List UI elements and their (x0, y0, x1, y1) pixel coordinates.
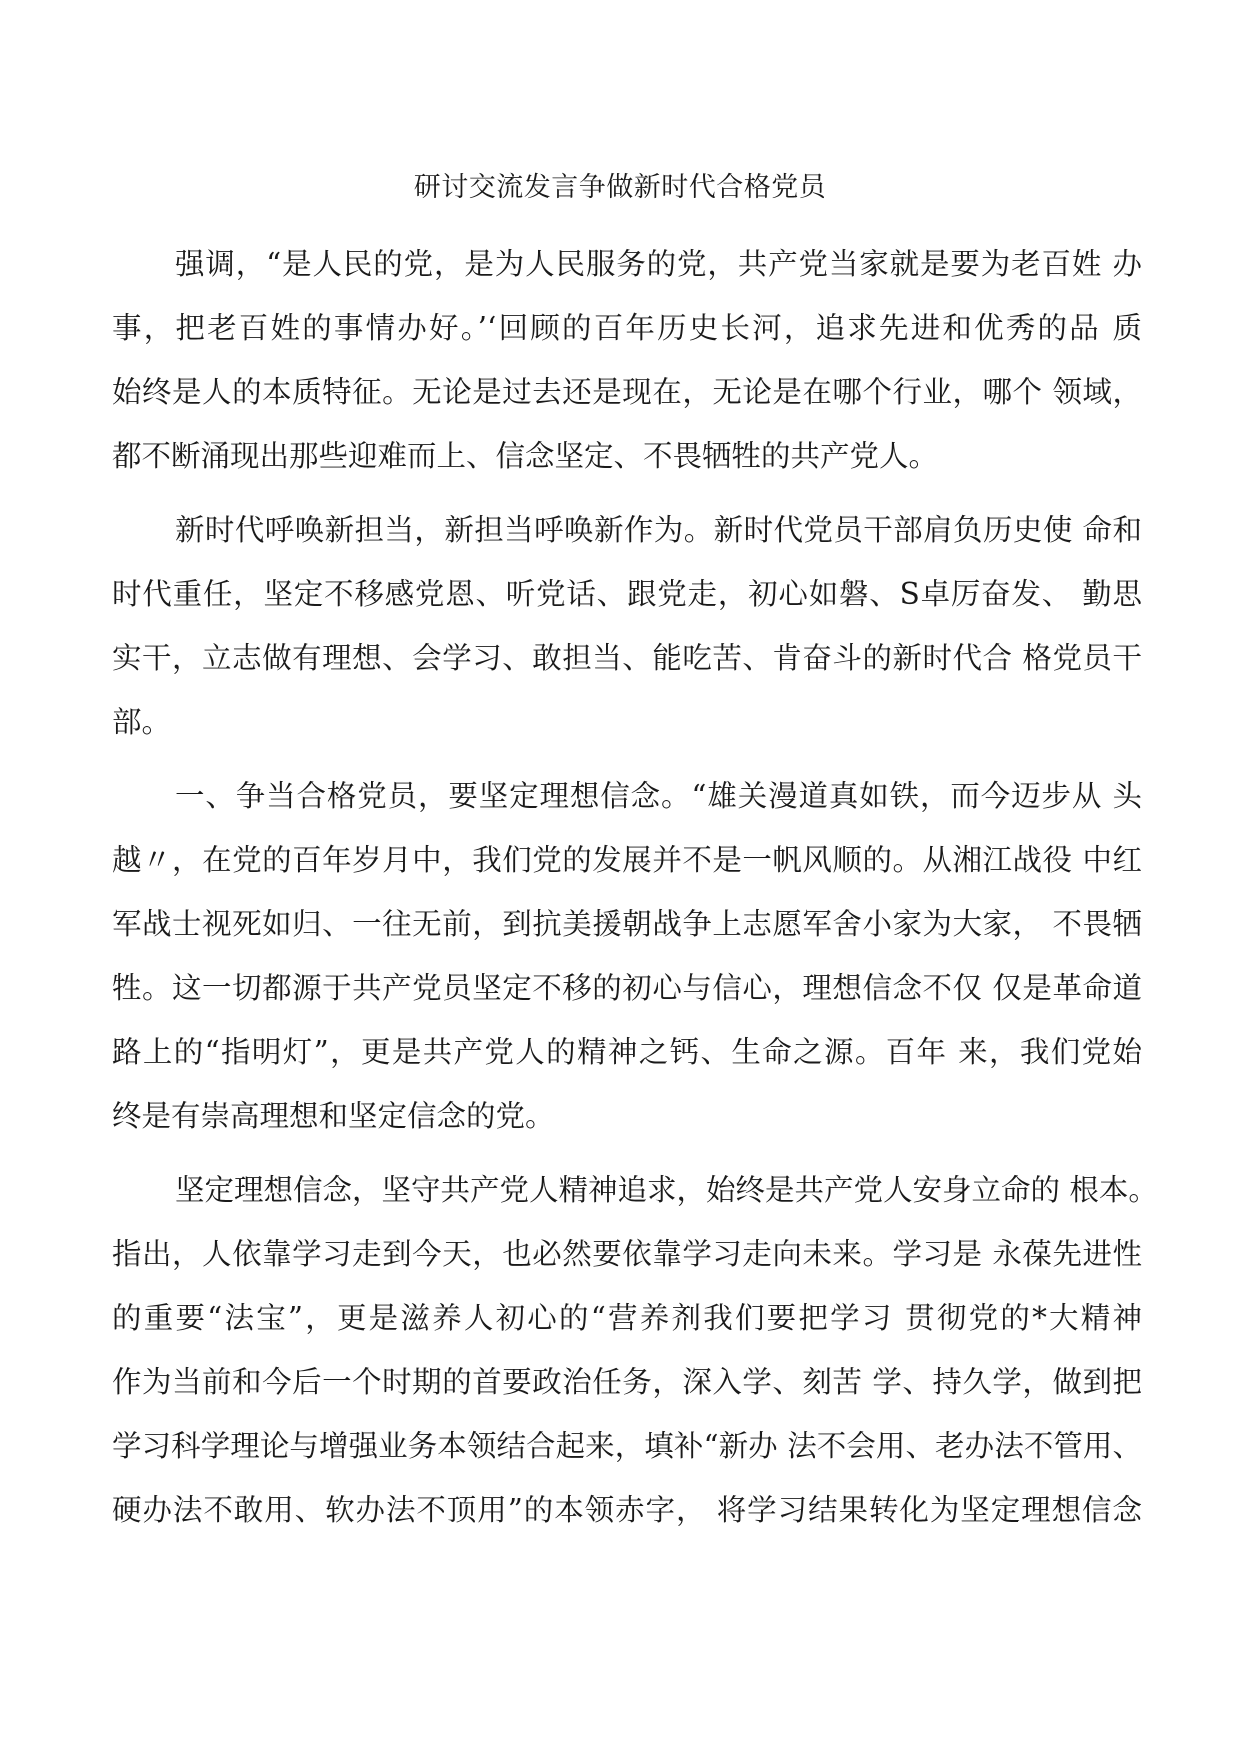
paragraph-line: 硬办法不敢用、软办法不顶用”的本领赤字， 将学习结果转化为坚定理想信念 (112, 1493, 1142, 1527)
paragraph-line: 军战士视死如归、一往无前，到抗美援朝战争上志愿军舍小家为大家， 不畏牺 (112, 907, 1142, 941)
paragraph-2 (112, 498, 1142, 754)
paragraph-line: 越〃，在党的百年岁月中，我们党的发展并不是一帆风顺的。从湘江战役 中红 (112, 843, 1142, 877)
paragraph-line: 指出，人依靠学习走到今天，也必然要依靠学习走向未来。学习是 永葆先进性 (112, 1237, 1142, 1271)
document-title: 研讨交流发言争做新时代合格党员 (413, 172, 827, 203)
paragraph-line: 部。 (112, 705, 172, 739)
paragraph-line: 作为当前和今后一个时期的首要政治任务，深入学、刻苦 学、持久学，做到把 (112, 1365, 1142, 1399)
paragraph-line: 都不断涌现出那些迎难而上、信念坚定、不畏牺牲的共产党人。 (112, 439, 939, 473)
paragraph-line: 坚定理想信念，坚守共产党人精神追求，始终是共产党人安身立命的 根本。 (175, 1173, 1158, 1207)
paragraph-line: 路上的“指明灯”，更是共产党人的精神之钙、生命之源。百年 来，我们党始 (112, 1035, 1142, 1069)
paragraph-line: 牲。这一切都源于共产党员坚定不移的初心与信心，理想信念不仅 仅是革命道 (112, 971, 1142, 1005)
paragraph-line: 强调，“是人民的党，是为人民服务的党，共产党当家就是要为老百姓 办 (175, 247, 1142, 281)
paragraph-line: 终是有崇高理想和坚定信念的党。 (112, 1099, 555, 1133)
paragraph-line: 一、争当合格党员，要坚定理想信念。“雄关漫道真如铁，而今迈步从 头 (175, 779, 1142, 813)
paragraph-1 (112, 232, 1142, 488)
paragraph-line: 新时代呼唤新担当，新担当呼唤新作为。新时代党员干部肩负历史使 命和 (175, 513, 1142, 547)
paragraph-4 (112, 1158, 1158, 1542)
paragraph-line: 的重要“法宝”，更是滋养人初心的“营养剂我们要把学习 贯彻党的*大精神 (112, 1301, 1142, 1335)
paragraph-line: 始终是人的本质特征。无论是过去还是现在，无论是在哪个行业，哪个 领域， (112, 375, 1142, 409)
paragraph-line: 实干，立志做有理想、会学习、敢担当、能吃苦、肯奋斗的新时代合 格党员干 (112, 641, 1142, 675)
paragraph-line: 时代重任，坚定不移感党恩、听党话、跟党走，初心如磐、S卓厉奋发、 勤思 (112, 577, 1142, 611)
paragraph-3 (112, 764, 1142, 1148)
paragraph-line: 事，把老百姓的事情办好。’‘回顾的百年历史长河，追求先进和优秀的品 质 (112, 311, 1142, 345)
paragraph-line: 学习科学理论与增强业务本领结合起来，填补“新办 法不会用、老办法不管用、 (112, 1429, 1142, 1463)
document-body (112, 232, 1158, 1552)
